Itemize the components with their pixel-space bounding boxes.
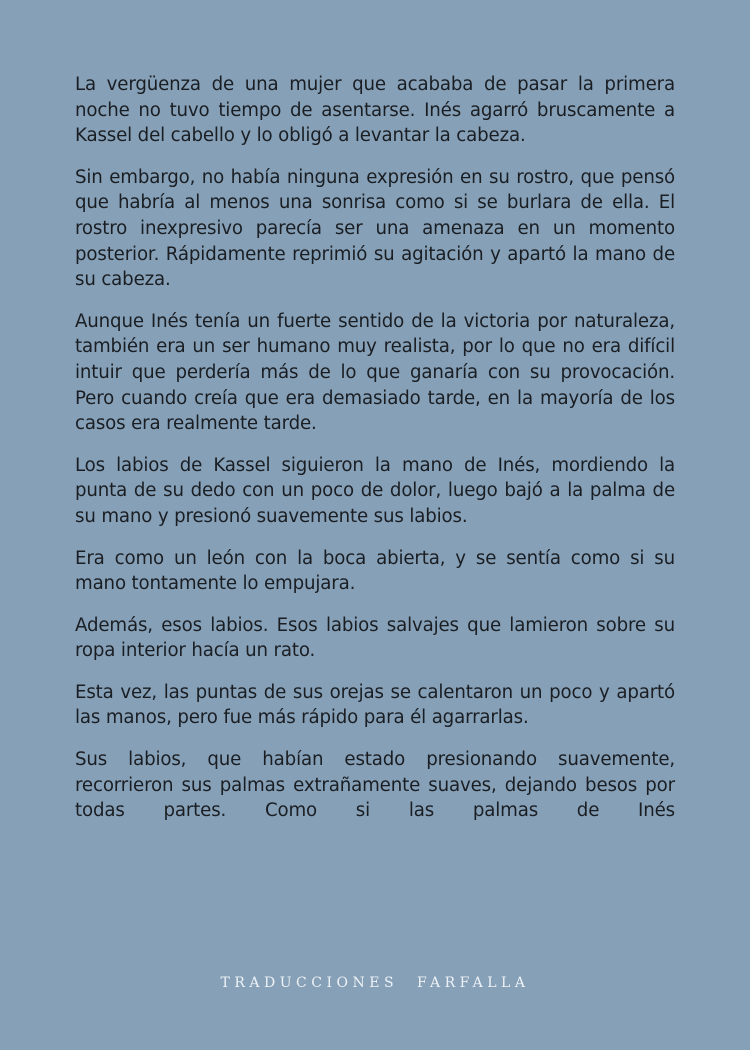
paragraph: Esta vez, las puntas de sus orejas se calentaron un poco y apartó las manos, pero fue más rápido para él agarrarlas. — [75, 681, 675, 729]
paragraph: Aunque Inés tenía un fuerte sentido de la victoria por naturaleza, también era un ser humano muy realista, por lo que no era difícil intuir que perdería más de lo que ganaría con su provocación. Pero cuando creía que era demasiado tarde, en la mayoría de los casos era realmente tarde. — [75, 310, 675, 435]
paragraph: Era como un león con la boca abierta, y se sentía como si su mano tontamente lo empujara. — [75, 547, 675, 595]
document-body — [75, 72, 675, 840]
paragraph: Sus labios, que habían estado presionando suavemente, recorrieron sus palmas extrañamente suaves, dejando besos por todas partes. Como si las palmas de Inés — [75, 749, 675, 822]
footer-credit: TRADUCCIONES FARFALLA — [220, 975, 530, 991]
paragraph: Sin embargo, no había ninguna expresión en su rostro, que pensó que habría al menos una sonrisa como si se burlara de ella. El rostro inexpresivo parecía ser una amenaza en un momento posterior. Rápidamente reprimió su agitación y apartó la mano de su cabeza. — [75, 166, 675, 291]
paragraph: Los labios de Kassel siguieron la mano de Inés, mordiendo la punta de su dedo con un poco de dolor, luego bajó a la palma de su mano y presionó suavemente sus labios. — [75, 454, 675, 527]
paragraph: La vergüenza de una mujer que acababa de pasar la primera noche no tuvo tiempo de asentarse. Inés agarró bruscamente a Kassel del cabello y lo obligó a levantar la cabeza. — [75, 74, 675, 147]
paragraph: Además, esos labios. Esos labios salvajes que lamieron sobre su ropa interior hacía un rato. — [75, 614, 675, 662]
